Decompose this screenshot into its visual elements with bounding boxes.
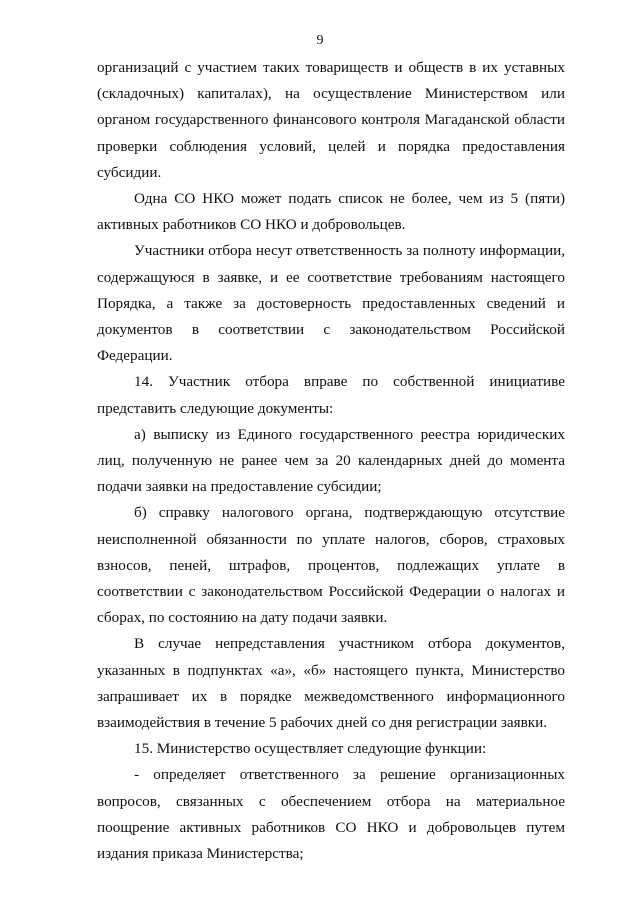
paragraph-continuation: организаций с участием таких товариществ и обществ в их уставных (складочных) капиталах), на осуществление Министерством или органом государственного финансового контроля Магаданской области проверки соблюдения условий, целей и порядка предоставления субсидии.: [97, 59, 565, 181]
paragraph-responsibility: Участники отбора несут ответственность за полноту информации, содержащуюся в заявке, и ее соответствие требованиям настоящего Порядка, а также за достоверность предоставленных сведений и документов в соответствии с законодательством Российской Федерации.: [97, 242, 565, 365]
paragraph-item-15: 15. Министерство осуществляет следующие функции:: [134, 740, 487, 758]
page-number: 9: [316, 33, 324, 48]
document-body: [97, 55, 565, 867]
paragraph-item-14: 14. Участник отбора вправе по собственной инициативе представить следующие документы:: [97, 373, 565, 417]
paragraph-list-limit: Одна СО НКО может подать список не более, чем из 5 (пяти) активных работников СО НКО и добровольцев.: [97, 190, 565, 234]
paragraph-function-1: - определяет ответственного за решение организационных вопросов, связанных с обеспечением отбора на материальное поощрение активных работников СО НКО и добровольцев путем издания приказа Министерства;: [97, 766, 565, 863]
paragraph-subitem-a: а) выписку из Единого государственного реестра юридических лиц, полученную не ранее чем за 20 календарных дней до момента подачи заявки на предоставление субсидии;: [97, 425, 565, 496]
paragraph-interagency-request: В случае непредставления участником отбора документов, указанных в подпунктах «а», «б» настоящего пункта, Министерство запрашивает их в порядке межведомственного информационного взаимодействия в течение 5 рабочих дней со дня регистрации заявки.: [97, 635, 565, 732]
paragraph-subitem-b: б) справку налогового органа, подтверждающую отсутствие неисполненной обязанности по уплате налогов, сборов, страховых взносов, пеней, штрафов, процентов, подлежащих уплате в соответствии с законодательством Российской Федерации о налогах и сборах, по состоянию на дату подачи заявки.: [97, 504, 565, 627]
